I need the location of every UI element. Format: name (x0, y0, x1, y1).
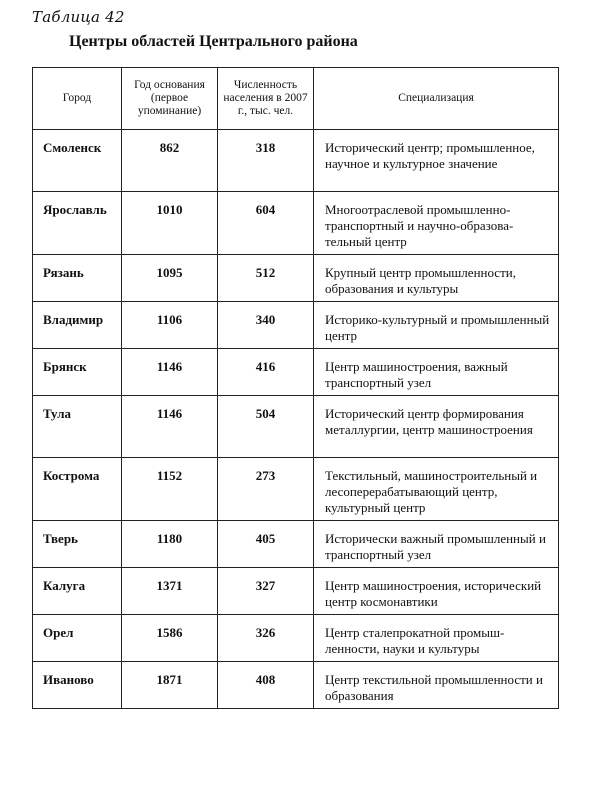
specialization-cell: Многоотраслевой промышленно-транспортный и научно-образовательный центр (314, 192, 559, 255)
city-cell: Рязань (33, 255, 122, 302)
header-specialization: Специализация (314, 68, 559, 130)
population-cell: 340 (218, 302, 314, 349)
founded-cell: 1871 (122, 662, 218, 709)
table-row (33, 192, 559, 255)
specialization-cell: Исторический центр формирования металлургии, центр машиностроения (314, 396, 559, 458)
city-cell: Смоленск (33, 130, 122, 192)
city-cell: Тверь (33, 521, 122, 568)
table-header-row (33, 68, 559, 130)
specialization-cell: Текстильный, машиностроительный и лесоперерабатывающий центр, культурный центр (314, 458, 559, 521)
founded-cell: 1586 (122, 615, 218, 662)
founded-cell: 1146 (122, 396, 218, 458)
city-cell: Калуга (33, 568, 122, 615)
founded-cell: 1146 (122, 349, 218, 396)
population-cell: 408 (218, 662, 314, 709)
city-cell: Ярославль (33, 192, 122, 255)
founded-cell: 1010 (122, 192, 218, 255)
cities-table (32, 67, 559, 709)
table-row (33, 521, 559, 568)
table-row (33, 396, 559, 458)
table-row (33, 615, 559, 662)
header-population: Численность населения в 2007 г., тыс. чел. (218, 68, 314, 130)
city-cell: Орел (33, 615, 122, 662)
city-cell: Брянск (33, 349, 122, 396)
specialization-cell: Центр машиностроения, важный транспортный узел (314, 349, 559, 396)
population-cell: 405 (218, 521, 314, 568)
population-cell: 327 (218, 568, 314, 615)
founded-cell: 1106 (122, 302, 218, 349)
founded-cell: 1095 (122, 255, 218, 302)
page-title: Центры областей Центрального района (69, 33, 358, 50)
city-cell: Тула (33, 396, 122, 458)
founded-cell: 1180 (122, 521, 218, 568)
specialization-cell: Центр машиностроения, исторический центр космонавтики (314, 568, 559, 615)
founded-cell: 1371 (122, 568, 218, 615)
population-cell: 318 (218, 130, 314, 192)
population-cell: 504 (218, 396, 314, 458)
specialization-cell: Центр текстильной промышленности и образования (314, 662, 559, 709)
population-cell: 273 (218, 458, 314, 521)
table-row (33, 302, 559, 349)
city-cell: Кострома (33, 458, 122, 521)
city-cell: Иваново (33, 662, 122, 709)
table-row (33, 662, 559, 709)
specialization-cell: Центр сталепрокатной промышленности, науки и культуры (314, 615, 559, 662)
population-cell: 604 (218, 192, 314, 255)
table-row (33, 568, 559, 615)
table-number-label: Таблица 42 (32, 8, 125, 26)
specialization-cell: Исторический центр; промышленное, научное и культурное значение (314, 130, 559, 192)
table-row (33, 349, 559, 396)
table-row (33, 130, 559, 192)
founded-cell: 1152 (122, 458, 218, 521)
header-founded: Год основания (первое упоминание) (122, 68, 218, 130)
population-cell: 326 (218, 615, 314, 662)
population-cell: 512 (218, 255, 314, 302)
header-city: Город (33, 68, 122, 130)
table-row (33, 458, 559, 521)
table-row (33, 255, 559, 302)
specialization-cell: Исторически важный промышленный и транспортный узел (314, 521, 559, 568)
city-cell: Владимир (33, 302, 122, 349)
specialization-cell: Крупный центр промышленности, образования и культуры (314, 255, 559, 302)
founded-cell: 862 (122, 130, 218, 192)
specialization-cell: Историко-культурный и промышленный центр (314, 302, 559, 349)
population-cell: 416 (218, 349, 314, 396)
